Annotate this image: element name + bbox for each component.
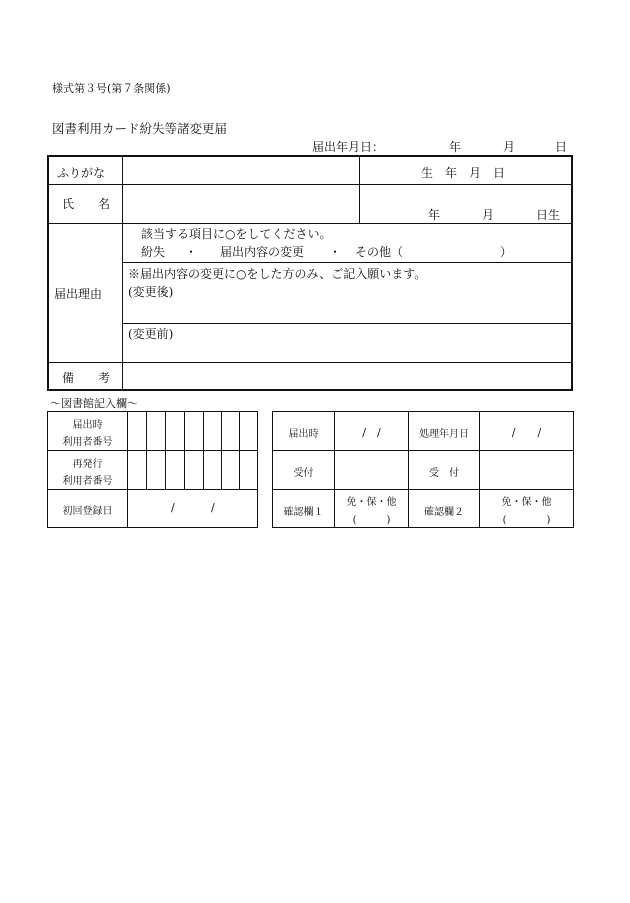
before-label: (変更前) bbox=[128, 327, 174, 341]
submit-user-no-label-2: 利用者番号 bbox=[62, 437, 113, 448]
form-number: 様式第３号(第７条関係) bbox=[52, 82, 171, 95]
confirm1-paren: ( ) bbox=[352, 515, 391, 526]
received-label-2: 受 付 bbox=[429, 468, 459, 479]
application-form bbox=[47, 155, 573, 391]
form-title: 図書利用カード紛失等諸変更届 bbox=[52, 121, 228, 136]
submission-date-label: 届出年月日： bbox=[312, 140, 385, 154]
submission-year: 年 bbox=[449, 140, 462, 154]
confirm2-label: 確認欄２ bbox=[424, 507, 464, 518]
after-label: (変更後) bbox=[128, 285, 174, 299]
remarks-label: 備 考 bbox=[62, 371, 111, 385]
birth-day: 日生 bbox=[536, 208, 561, 222]
reissue-user-no-label-2: 利用者番号 bbox=[62, 476, 113, 487]
submission-day: 日 bbox=[555, 140, 568, 154]
birthdate-label: 生 年 月 日 bbox=[421, 166, 506, 180]
furigana-label: ふりがな bbox=[57, 166, 106, 180]
process-date-value: / / bbox=[511, 426, 542, 439]
confirm2-paren: ( ) bbox=[502, 515, 551, 526]
submit-user-no-label-1: 届出時 bbox=[72, 420, 103, 431]
reason-lost[interactable]: 紛失 bbox=[141, 245, 166, 259]
reason-other-close: ） bbox=[500, 245, 513, 259]
name-label: 氏 名 bbox=[62, 197, 111, 211]
library-right-table bbox=[272, 411, 574, 528]
received-label-1: 受付 bbox=[293, 468, 314, 479]
submission-month: 月 bbox=[503, 140, 516, 154]
process-date-label: 処理年月日 bbox=[419, 429, 469, 440]
library-left-table bbox=[47, 411, 258, 528]
furigana-field[interactable] bbox=[124, 158, 358, 183]
reason-separator-2: ・ bbox=[329, 245, 342, 259]
confirm1-options: 免・保・他 bbox=[346, 497, 397, 508]
submit-time-label: 届出時 bbox=[288, 429, 319, 440]
reason-label: 届出理由 bbox=[54, 287, 103, 301]
before-field[interactable] bbox=[124, 341, 569, 361]
birth-year: 年 bbox=[428, 208, 441, 222]
reason-other[interactable]: その他（ bbox=[355, 245, 404, 259]
first-registration-slash-2: / bbox=[211, 501, 215, 514]
first-registration-slash-1: / bbox=[171, 501, 175, 514]
confirm1-label: 確認欄１ bbox=[283, 507, 324, 518]
reason-separator-1: ・ bbox=[185, 245, 198, 259]
reason-change[interactable]: 届出内容の変更 bbox=[220, 245, 305, 259]
reason-instruction: 該当する項目に○をしてください。 bbox=[141, 227, 332, 241]
change-note: ※届出内容の変更に○をした方のみ、ご記入願います。 bbox=[128, 267, 427, 281]
submit-time-value: / / bbox=[362, 426, 381, 439]
reissue-user-no-label-1: 再発行 bbox=[72, 459, 103, 470]
name-field[interactable] bbox=[124, 186, 358, 222]
library-section-label: 〜図書館記入欄〜 bbox=[50, 397, 138, 410]
confirm2-options: 免・保・他 bbox=[501, 497, 552, 508]
first-registration-label: 初回登録日 bbox=[62, 506, 113, 517]
after-field[interactable] bbox=[124, 299, 569, 322]
birth-month: 月 bbox=[482, 208, 495, 222]
remarks-field[interactable] bbox=[124, 364, 569, 388]
